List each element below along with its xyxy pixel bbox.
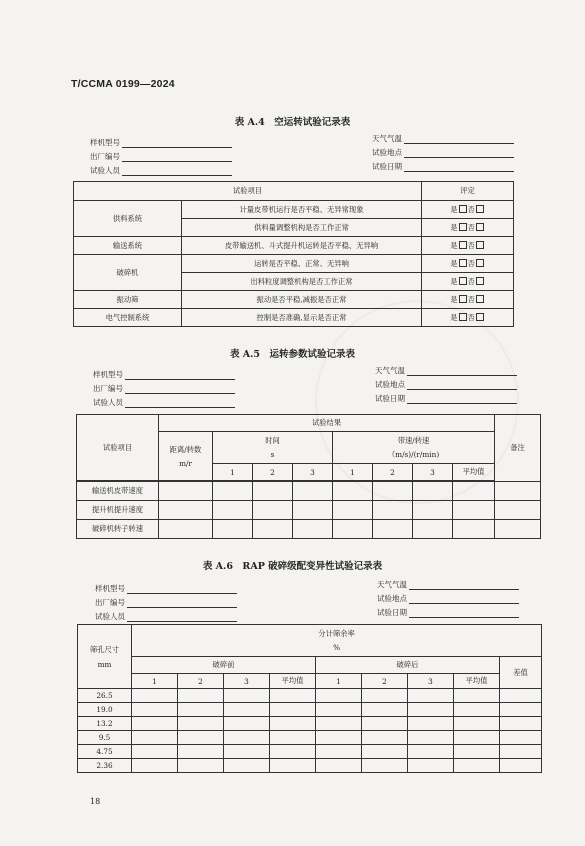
yes-label: 是 — [450, 294, 458, 304]
meta-label: 样机型号 — [93, 370, 123, 379]
data-cell[interactable] — [333, 520, 373, 539]
table-a4 — [73, 181, 514, 327]
item-cell: 供料量调整机构是否工作正常 — [182, 219, 422, 237]
data-cell[interactable] — [213, 520, 253, 539]
col-avg: 平均值 — [270, 674, 316, 689]
fill-line — [407, 395, 517, 404]
header-cell — [333, 432, 495, 464]
data-cell[interactable] — [224, 759, 270, 773]
yes-no-cell — [422, 291, 514, 309]
group-cell: 振动筛 — [74, 291, 182, 309]
data-cell[interactable] — [132, 731, 178, 745]
checkbox[interactable] — [476, 223, 484, 231]
table-a4-meta-left — [90, 134, 232, 176]
time-label: 时间 — [265, 436, 280, 445]
checkbox[interactable] — [459, 241, 467, 249]
data-cell[interactable] — [316, 759, 362, 773]
data-cell[interactable] — [454, 717, 500, 731]
header-cell — [213, 432, 333, 464]
data-cell[interactable] — [408, 731, 454, 745]
data-cell[interactable] — [495, 482, 541, 501]
data-cell[interactable] — [362, 731, 408, 745]
residue-label: 分计筛余率 — [318, 629, 355, 638]
data-cell[interactable] — [178, 731, 224, 745]
meta-label: 试验地点 — [372, 148, 402, 157]
header-cell — [132, 625, 542, 657]
meta-label: 天气气温 — [375, 366, 405, 375]
yes-label: 是 — [450, 240, 458, 250]
checkbox[interactable] — [476, 277, 484, 285]
data-cell[interactable] — [333, 482, 373, 501]
checkbox[interactable] — [476, 313, 484, 321]
fill-line — [125, 371, 235, 380]
data-cell[interactable] — [408, 717, 454, 731]
meta-label: 天气气温 — [372, 134, 402, 143]
fill-line — [125, 399, 235, 408]
checkbox[interactable] — [476, 205, 484, 213]
data-cell[interactable] — [132, 689, 178, 703]
group-cell: 电气控制系统 — [74, 309, 182, 327]
group-cell: 输送系统 — [74, 237, 182, 255]
data-cell[interactable] — [362, 759, 408, 773]
sieve-size: 26.5 — [78, 689, 132, 703]
data-cell[interactable] — [224, 717, 270, 731]
header-cell: 试验项目 — [74, 182, 422, 201]
yes-label: 是 — [450, 258, 458, 268]
dist-unit: m/r — [179, 458, 192, 468]
header-cell: 备注 — [495, 415, 541, 482]
fill-line — [404, 149, 514, 158]
dist-label: 距离/转数 — [169, 444, 202, 454]
sieve-label: 筛孔尺寸 — [89, 644, 120, 654]
header-cell: 评定 — [422, 182, 514, 201]
data-cell[interactable] — [453, 482, 495, 501]
meta-label: 试验人员 — [93, 398, 123, 407]
col-number: 3 — [408, 674, 454, 689]
data-cell[interactable] — [408, 703, 454, 717]
sieve-size: 19.0 — [78, 703, 132, 717]
no-label: 否 — [467, 258, 475, 268]
row-label: 破碎机转子转速 — [77, 520, 159, 539]
data-cell[interactable] — [453, 520, 495, 539]
data-cell[interactable] — [500, 731, 542, 745]
header-cell: 破碎后 — [316, 657, 500, 674]
data-cell[interactable] — [316, 717, 362, 731]
col-number: 1 — [316, 674, 362, 689]
data-cell[interactable] — [500, 759, 542, 773]
data-cell[interactable] — [132, 717, 178, 731]
yes-no-cell — [422, 255, 514, 273]
data-cell[interactable] — [213, 501, 253, 520]
data-cell[interactable] — [224, 731, 270, 745]
data-cell[interactable] — [454, 745, 500, 759]
col-number: 2 — [178, 674, 224, 689]
data-cell[interactable] — [413, 520, 453, 539]
col-number: 3 — [224, 674, 270, 689]
time-unit: s — [270, 450, 275, 459]
sieve-unit: mm — [97, 659, 112, 669]
data-cell[interactable] — [224, 745, 270, 759]
yes-label: 是 — [450, 276, 458, 286]
yes-no-cell — [422, 201, 514, 219]
residue-unit: % — [333, 643, 340, 652]
standard-code: T/CCMA 0199—2024 — [71, 78, 175, 90]
data-cell[interactable] — [224, 689, 270, 703]
data-cell[interactable] — [224, 703, 270, 717]
meta-label: 试验人员 — [95, 612, 125, 621]
table-a5-meta-left — [93, 366, 235, 408]
meta-label: 样机型号 — [95, 584, 125, 593]
fill-line — [409, 609, 519, 618]
meta-label: 天气气温 — [377, 580, 407, 589]
data-cell[interactable] — [270, 731, 316, 745]
table-a4-meta-right — [372, 130, 514, 172]
yes-no-cell — [422, 273, 514, 291]
meta-label: 试验日期 — [377, 608, 407, 617]
data-cell[interactable] — [362, 703, 408, 717]
table-a5-title: 表 A.5 运转参数试验记录表 — [229, 349, 356, 360]
table-a6-title: 表 A.6 RAP 破碎级配变异性试验记录表 — [202, 561, 383, 572]
meta-label: 试验日期 — [375, 394, 405, 403]
row-label: 提升机提升速度 — [77, 501, 159, 520]
table-a4-title: 表 A.4 空运转试验记录表 — [234, 117, 351, 128]
data-cell[interactable] — [253, 520, 293, 539]
item-cell: 出料粒度调整机构是否工作正常 — [182, 273, 422, 291]
data-cell[interactable] — [270, 717, 316, 731]
speed-unit: （m/s)/(r/min) — [387, 449, 440, 459]
col-number: 2 — [373, 464, 413, 481]
data-cell[interactable] — [270, 745, 316, 759]
data-cell[interactable] — [362, 745, 408, 759]
header-cell: 差值 — [500, 657, 542, 689]
data-cell[interactable] — [362, 717, 408, 731]
sieve-size: 2.36 — [78, 759, 132, 773]
fill-line — [125, 385, 235, 394]
fill-line — [127, 613, 237, 622]
header-cell: 试验结果 — [159, 415, 495, 432]
checkbox[interactable] — [459, 295, 467, 303]
table-a5 — [76, 414, 541, 539]
col-avg: 平均值 — [454, 674, 500, 689]
meta-label: 出厂编号 — [95, 598, 125, 607]
fill-line — [404, 135, 514, 144]
sieve-size: 13.2 — [78, 717, 132, 731]
meta-label: 样机型号 — [90, 138, 120, 147]
col-number: 3 — [293, 464, 333, 481]
data-cell[interactable] — [293, 520, 333, 539]
col-avg: 平均值 — [453, 464, 495, 481]
checkbox[interactable] — [476, 259, 484, 267]
data-cell[interactable] — [373, 482, 413, 501]
data-cell[interactable] — [454, 689, 500, 703]
col-number: 2 — [253, 464, 293, 481]
data-cell[interactable] — [373, 501, 413, 520]
col-number: 1 — [333, 464, 373, 481]
col-number: 2 — [362, 674, 408, 689]
fill-line — [407, 381, 517, 390]
data-cell[interactable] — [270, 689, 316, 703]
data-cell[interactable] — [495, 501, 541, 520]
checkbox[interactable] — [476, 295, 484, 303]
data-cell[interactable] — [132, 703, 178, 717]
fill-line — [409, 595, 519, 604]
checkbox[interactable] — [459, 205, 467, 213]
yes-label: 是 — [450, 204, 458, 214]
data-cell[interactable] — [253, 501, 293, 520]
checkbox[interactable] — [459, 277, 467, 285]
data-cell[interactable] — [408, 745, 454, 759]
item-cell: 控制是否准确,显示是否正常 — [182, 309, 422, 327]
sieve-size: 9.5 — [78, 731, 132, 745]
fill-line — [404, 163, 514, 172]
fill-line — [407, 367, 517, 376]
item-cell: 皮带输送机、斗式提升机运转是否平稳、无异响 — [182, 237, 422, 255]
col-number: 3 — [413, 464, 453, 481]
data-cell[interactable] — [253, 482, 293, 501]
yes-no-cell — [422, 309, 514, 327]
header-cell: 破碎前 — [132, 657, 316, 674]
fill-line — [127, 585, 237, 594]
data-cell[interactable] — [159, 501, 213, 520]
data-cell[interactable] — [316, 689, 362, 703]
col-number: 1 — [132, 674, 178, 689]
fill-line — [122, 139, 232, 148]
yes-label: 是 — [450, 222, 458, 232]
data-cell[interactable] — [213, 482, 253, 501]
data-cell[interactable] — [454, 759, 500, 773]
data-cell[interactable] — [316, 731, 362, 745]
data-cell[interactable] — [316, 703, 362, 717]
meta-label: 出厂编号 — [93, 384, 123, 393]
data-cell[interactable] — [178, 745, 224, 759]
data-cell[interactable] — [132, 745, 178, 759]
header-cell: 试验项目 — [77, 415, 159, 481]
meta-label: 试验人员 — [90, 166, 120, 175]
item-cell: 振动是否平稳,减振是否正常 — [182, 291, 422, 309]
checkbox[interactable] — [476, 241, 484, 249]
meta-label: 试验地点 — [377, 594, 407, 603]
data-cell[interactable] — [500, 745, 542, 759]
data-cell[interactable] — [495, 520, 541, 539]
data-cell[interactable] — [293, 501, 333, 520]
meta-label: 试验地点 — [375, 380, 405, 389]
data-cell[interactable] — [270, 703, 316, 717]
checkbox[interactable] — [459, 259, 467, 267]
data-cell[interactable] — [408, 689, 454, 703]
data-cell[interactable] — [159, 520, 213, 539]
checkbox[interactable] — [459, 313, 467, 321]
data-cell[interactable] — [408, 759, 454, 773]
table-a6 — [77, 624, 542, 773]
data-cell[interactable] — [159, 482, 213, 501]
meta-label: 出厂编号 — [90, 152, 120, 161]
data-cell[interactable] — [293, 482, 333, 501]
fill-line — [409, 581, 519, 590]
header-cell — [159, 432, 213, 481]
no-label: 否 — [467, 240, 475, 250]
data-cell[interactable] — [178, 689, 224, 703]
data-cell[interactable] — [454, 731, 500, 745]
data-cell[interactable] — [316, 745, 362, 759]
sieve-size: 4.75 — [78, 745, 132, 759]
meta-label: 试验日期 — [372, 162, 402, 171]
row-label: 输送机皮带速度 — [77, 482, 159, 501]
table-a6-meta-left — [95, 580, 237, 622]
data-cell[interactable] — [178, 717, 224, 731]
data-cell[interactable] — [500, 689, 542, 703]
data-cell[interactable] — [373, 520, 413, 539]
data-cell[interactable] — [333, 501, 373, 520]
fill-line — [127, 599, 237, 608]
fill-line — [122, 167, 232, 176]
data-cell[interactable] — [454, 703, 500, 717]
data-cell[interactable] — [362, 689, 408, 703]
item-cell: 计量皮带机运行是否平稳、无异常现象 — [182, 201, 422, 219]
yes-label: 是 — [450, 312, 458, 322]
speed-label: 带速/转速 — [397, 435, 430, 445]
table-a6-meta-right — [377, 576, 519, 618]
table-a5-meta-right — [375, 362, 517, 404]
data-cell[interactable] — [413, 501, 453, 520]
header-cell — [78, 625, 132, 689]
yes-no-cell — [422, 237, 514, 255]
yes-no-cell — [422, 219, 514, 237]
col-number: 1 — [213, 464, 253, 481]
page-number: 18 — [90, 797, 101, 806]
no-label: 否 — [467, 276, 475, 286]
no-label: 否 — [467, 312, 475, 322]
data-cell[interactable] — [500, 717, 542, 731]
data-cell[interactable] — [178, 703, 224, 717]
item-cell: 运转是否平稳、正常、无异响 — [182, 255, 422, 273]
data-cell[interactable] — [453, 501, 495, 520]
group-cell: 破碎机 — [74, 255, 182, 291]
data-cell[interactable] — [178, 759, 224, 773]
no-label: 否 — [467, 222, 475, 232]
no-label: 否 — [467, 294, 475, 304]
data-cell[interactable] — [270, 759, 316, 773]
data-cell[interactable] — [413, 482, 453, 501]
checkbox[interactable] — [459, 223, 467, 231]
fill-line — [122, 153, 232, 162]
data-cell[interactable] — [500, 703, 542, 717]
data-cell[interactable] — [132, 759, 178, 773]
no-label: 否 — [467, 204, 475, 214]
group-cell: 供料系统 — [74, 201, 182, 237]
